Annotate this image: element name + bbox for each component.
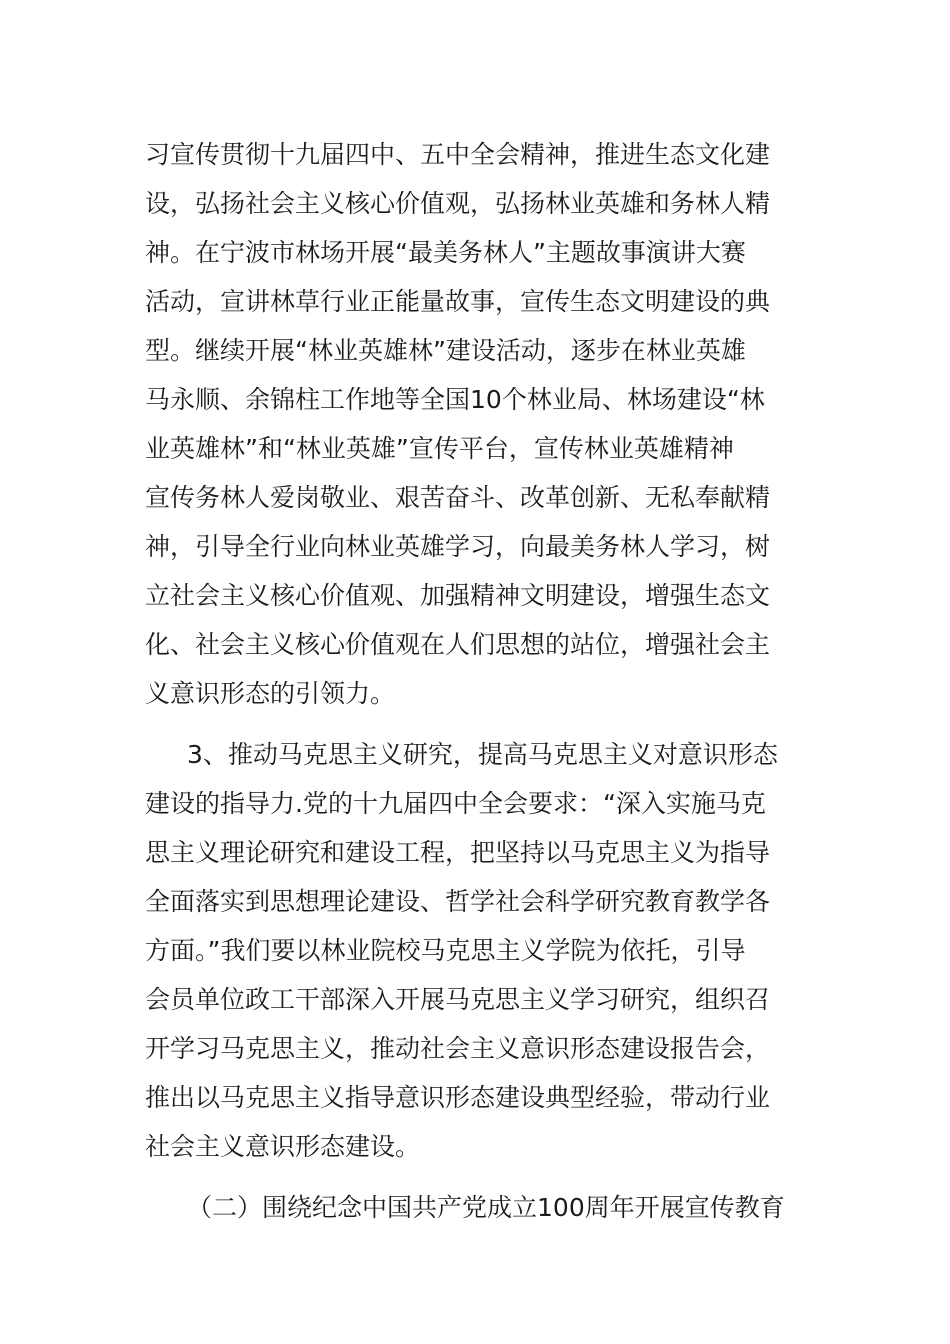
paragraph-p3: [145, 1183, 815, 1232]
text-line: 义意识形态的引领力。: [145, 679, 396, 708]
paragraph-p1: [145, 130, 815, 718]
text-line: 设，弘扬社会主义核心价值观，弘扬林业英雄和务林人精: [145, 189, 771, 218]
text-line: 宣传务林人爱岗敬业、艰苦奋斗、改革创新、无私奉献精: [145, 483, 771, 512]
paragraph-p2: [145, 730, 815, 1171]
text-line: 方面。”我们要以林业院校马克思主义学院为依托，引导: [145, 936, 746, 965]
text-line: 思主义理论研究和建设工程，把坚持以马克思主义为指导: [145, 838, 771, 867]
text-line: 业英雄林”和“林业英雄”宣传平台，宣传林业英雄精神: [145, 434, 734, 463]
text-line: 型。继续开展“林业英雄林”建设活动，逐步在林业英雄: [145, 336, 746, 365]
text-line: 会员单位政工干部深入开展马克思主义学习研究，组织召: [145, 985, 771, 1014]
text-line: （二）围绕纪念中国共产党成立100周年开展宣传教育: [187, 1193, 785, 1222]
text-line: 立社会主义核心价值观、加强精神文明建设，增强生态文: [145, 581, 771, 610]
text-line: 神。在宁波市林场开展“最美务林人”主题故事演讲大赛: [145, 238, 746, 267]
text-line: 建设的指导力.党的十九届四中全会要求：“深入实施马克: [145, 789, 766, 818]
text-line: 开学习马克思主义，推动社会主义意识形态建设报告会，: [145, 1034, 771, 1063]
paragraph-gap: [145, 1171, 815, 1183]
text-line: 习宣传贯彻十九届四中、五中全会精神，推进生态文化建: [145, 140, 771, 169]
text-line: 马永顺、余锦柱工作地等全国10个林业局、林场建设“林: [145, 385, 765, 414]
text-line: 活动，宣讲林草行业正能量故事，宣传生态文明建设的典: [145, 287, 771, 316]
text-line: 全面落实到思想理论建设、哲学社会科学研究教育教学各: [145, 887, 771, 916]
document-body: [145, 130, 815, 1232]
text-line: 推出以马克思主义指导意识形态建设典型经验，带动行业: [145, 1083, 771, 1112]
paragraph-gap: [145, 718, 815, 730]
text-line: 神，引导全行业向林业英雄学习，向最美务林人学习，树: [145, 532, 771, 561]
text-line: 3、推动马克思主义研究，提高马克思主义对意识形态: [187, 740, 778, 769]
text-line: 化、社会主义核心价值观在人们思想的站位，增强社会主: [145, 630, 771, 659]
text-line: 社会主义意识形态建设。: [145, 1132, 421, 1161]
